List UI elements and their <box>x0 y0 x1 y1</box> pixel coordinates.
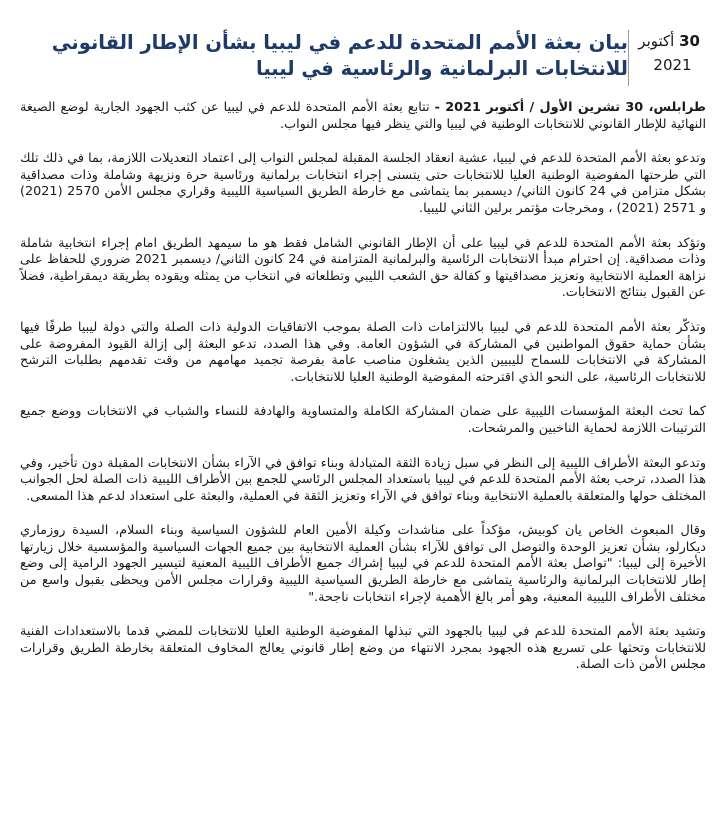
page-title: بيان بعثة الأمم المتحدة للدعم في ليبيا بشأن الإطار القانوني للانتخابات البرلمانية والرئاسية في ليبيا <box>51 31 628 80</box>
paragraph-1 <box>20 100 706 133</box>
date-day-month <box>638 30 700 52</box>
article-body <box>20 100 706 674</box>
paragraph-text: تتابع بعثة الأمم المتحدة للدعم في ليبيا عن كثب الجهود الجارية لوضع الصيغة النهائية للإطار القانوني للانتخابات الوطنية في ليبيا والتي ينظر فيها مجلس النواب. <box>20 100 706 132</box>
paragraph-5: كما تحث البعثة المؤسسات الليبية على ضمان المشاركة الكاملة والمتساوية والهادفة للنساء والشباب في الانتخابات ووضع جميع الترتيبات اللازمة لحماية الناخبين والمرشحات. <box>20 404 706 436</box>
paragraph-3: وتؤكد بعثة الأمم المتحدة للدعم في ليبيا على أن الإطار القانوني الشامل فقط هو ما سيمهد الطريق امام إجراء انتخابية شاملة وذات مصداقية. إن احترام مبدأ الانتخابات الرئاسية والبرلمانية المتزامنة في 24 كانون الثاني/ ديسمبر 2021 ضروري للحفاظ على نزاهة العملية الانتخابية وتعزيز مصداقيتها و كفالة حق الشعب الليبي وتطلعاته في انتخاب من يمثله ويقوده بطريقة ديمقراطية، فضلاً عن القبول بنتائج الانتخابات. <box>20 235 706 301</box>
date-box <box>628 30 706 86</box>
dateline: طرابلس، 30 تشرين الأول / أكتوبر 2021 - <box>434 100 706 115</box>
paragraph-7: وقال المبعوث الخاص يان كوبيش، مؤكداً على مناشدات وكيلة الأمين العام للشؤون السياسية وبناء السلام، السيدة روزماري ديكارلو، بشأن تعزيز الوحدة والتوصل الى توافق للآراء بشأن العملية الانتخابية بين جميع الجهات السياسية والمؤسسية خلال زيارتها الأخيرة إلى ليبيا: "تواصل بعثة الأمم المتحدة للدعم في ليبيا إشراك جميع الأطراف الليبية المعنية لتيسير الجهود الرامية إلى وضع إطار للانتخابات البرلمانية والرئاسية يتماشى مع خارطة الطريق السياسية الليبية وقرارات مجلس الأمن ويحظى بقبول واسع من مختلف الأطراف الليبية المعنية، وهو أمر بالغ الأهمية لإجراء انتخابات ناجحة." <box>20 523 706 605</box>
paragraph-8: وتشيد بعثة الأمم المتحدة للدعم في ليبيا بالجهود التي تبذلها المفوضية الوطنية العليا للانتخابات للمضي قدما بالاستعدادات الفنية للانتخابات وتحثها على تسريع هذه الجهود بمجرد الانتهاء من وضع إطار قانوني يعالج المخاوف المتعلقة بخارطة الطريق وقرارات مجلس الأمن ذات الصلة. <box>20 624 706 673</box>
paragraph-6: وتدعو البعثة الأطراف الليبية إلى النظر في سبل زيادة الثقة المتبادلة وبناء توافق في الآراء بشأن الانتخابات المقبلة دون تأخير، وفي هذا الصدد، ترحب بعثة الأمم المتحدة للدعم في ليبيا باستعداد المجلس الرئاسي للجمع بين الأطراف الليبية ذات الصلة لحل الجوانب المختلف حولها والمتعلقة بالعملية الانتخابية وبناء توافق في الآراء وتعزيز الثقة في العملية، والبعثة على استعداد لدعم هذا المسعى. <box>20 455 706 504</box>
date-month: أكتوبر <box>638 32 675 50</box>
paragraph-4: وتذكّر بعثة الأمم المتحدة للدعم في ليبيا بالالتزامات ذات الصلة بموجب الاتفاقيات الدولية ذات الصلة والتي دولة ليبيا طرفًا فيها بشأن حماية حقوق المواطنين في المشاركة في الشؤون العامة. وفي هذا الصدد، تدعو البعثة إلى إزالة القيود المفروضة على المشاركة في الانتخابات للسماح لليبيين الذين يشغلون مناصب عامة بفرصة تجميد مهامهم من وقت تقدمهم بطلبات الترشح للانتخابات الرئاسية، على النحو الذي اقترحته المفوضية الوطنية العليا للانتخابات. <box>20 319 706 385</box>
date-day: 30 <box>679 32 700 50</box>
article-header <box>20 0 706 86</box>
date-year: 2021 <box>653 56 692 74</box>
paragraph-2: وتدعو بعثة الأمم المتحدة للدعم في ليبيا، عشية انعقاد الجلسة المقبلة لمجلس النواب إلى اعتماد التعديلات اللازمة، بما في ذلك تلك التي طرحتها المفوضية الوطنية العليا للانتخابات حتى يتسنى إجراء انتخابات برلمانية ورئاسية حرة ونزيهة وشاملة وذات مصداقية بشكل متزامن في 24 كانون الثاني/ ديسمبر بما يتماشى مع خارطة الطريق السياسية الليبية وقراري مجلس الأمن 2570 (2021) و 2571 (2021) ، ومخرجات مؤتمر برلين الثاني لليبيا. <box>20 151 706 216</box>
